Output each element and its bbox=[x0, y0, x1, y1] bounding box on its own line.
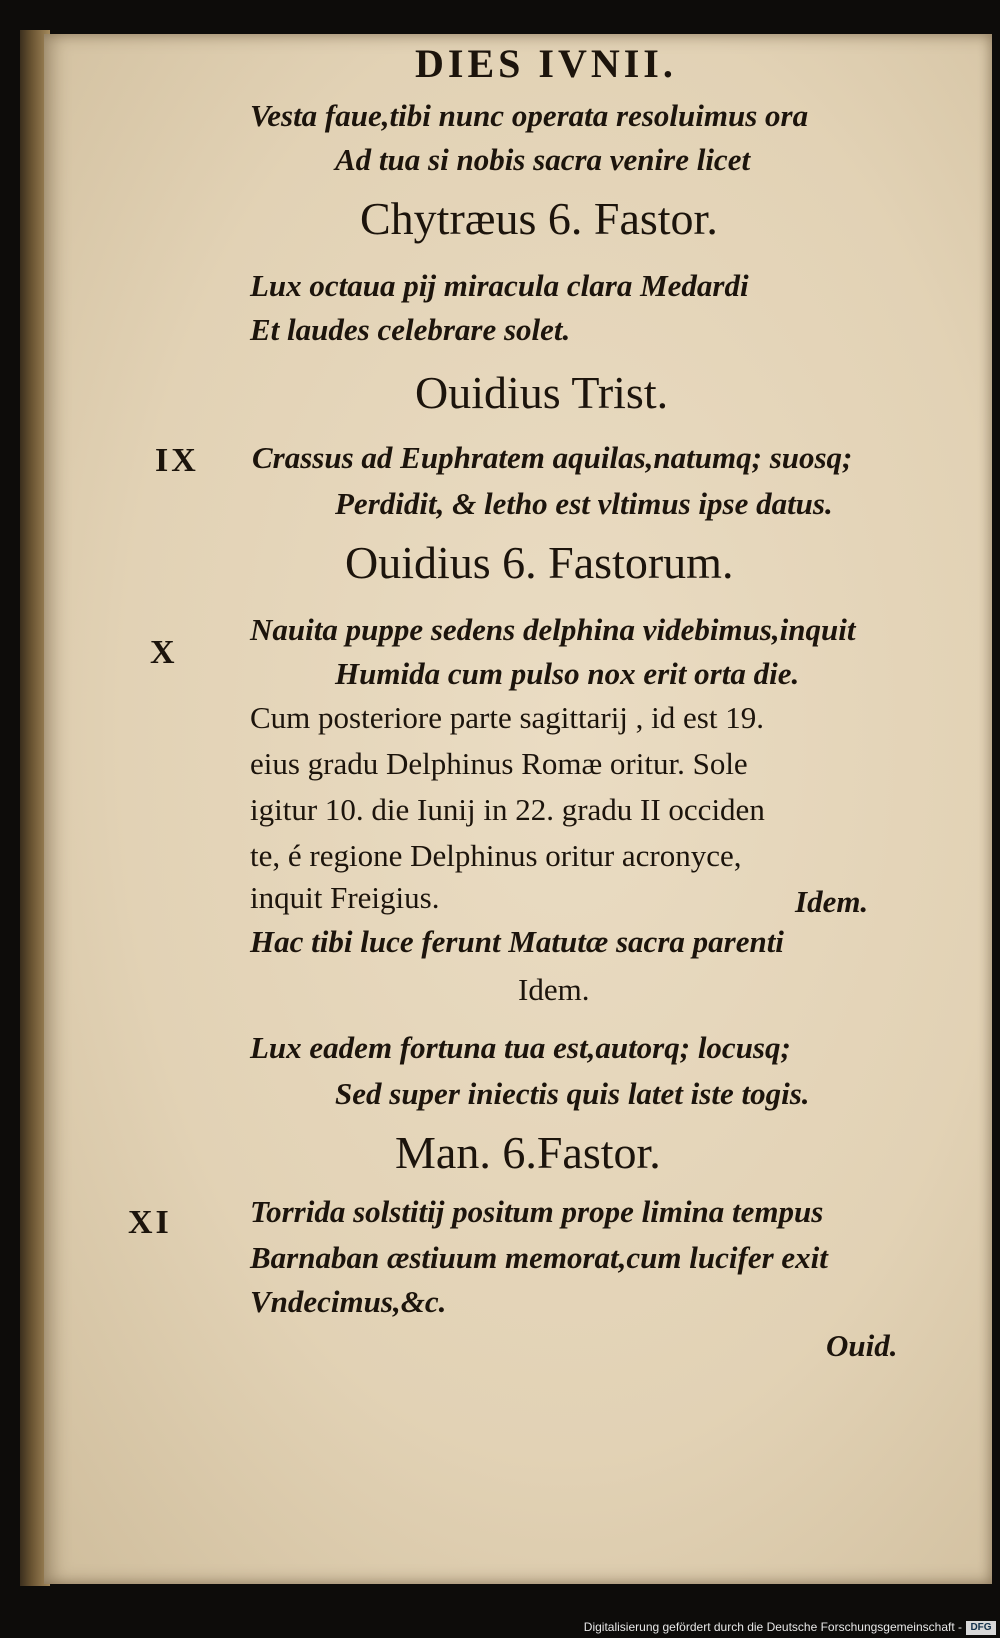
verse-line: Vndecimus,&c. bbox=[250, 1284, 447, 1319]
section-heading: Chytræus 6. Fastor. bbox=[360, 193, 718, 244]
verse-line: Lux eadem fortuna tua est,autorq; locusq; bbox=[250, 1030, 791, 1065]
prose-line: Cum posteriore parte sagittarij , id est 19. bbox=[250, 700, 764, 735]
verse-line: Sed super iniectis quis latet iste togis. bbox=[335, 1076, 810, 1111]
section-heading: Ouidius 6. Fastorum. bbox=[345, 537, 734, 588]
verse-line: Torrida solstitij positum prope limina tempus bbox=[250, 1194, 824, 1229]
margin-day-number: X bbox=[150, 634, 178, 671]
verse-line: Perdidit, & letho est vltimus ipse datus. bbox=[335, 486, 833, 521]
margin-day-number: IX bbox=[155, 442, 199, 479]
margin-day-number: XI bbox=[128, 1204, 172, 1241]
digitization-credit: Digitalisierung gefördert durch die Deutsche Forschungsgemeinschaft - bbox=[583, 1620, 962, 1634]
verse-line: Et laudes celebrare solet. bbox=[250, 312, 571, 347]
verse-line: Vesta faue,tibi nunc operata resoluimus ora bbox=[250, 98, 809, 133]
section-heading: Man. 6.Fastor. bbox=[395, 1127, 661, 1178]
verse-line: Barnaban æstiuum memorat,cum lucifer exit bbox=[250, 1240, 828, 1275]
verse-line: Ad tua si nobis sacra venire licet bbox=[335, 142, 751, 177]
dfg-logo-icon: DFG bbox=[966, 1621, 996, 1635]
verse-line: Lux octaua pij miracula clara Medardi bbox=[250, 268, 749, 303]
prose-line: eius gradu Delphinus Romæ oritur. Sole bbox=[250, 746, 748, 781]
catchword: Ouid. bbox=[826, 1328, 898, 1363]
prose-line: igitur 10. die Iunij in 22. gradu II occiden bbox=[250, 792, 765, 827]
verse-line: Hac tibi luce ferunt Matutæ sacra parenti bbox=[250, 924, 784, 959]
section-heading: Idem. bbox=[518, 972, 590, 1007]
verse-line: Nauita puppe sedens delphina videbimus,inquit bbox=[250, 612, 856, 647]
page-header: DIES IVNII. bbox=[415, 41, 677, 86]
section-heading: Ouidius Trist. bbox=[415, 367, 669, 418]
prose-line: te, é regione Delphinus oritur acronyce, bbox=[250, 838, 742, 873]
verse-line: Humida cum pulso nox erit orta die. bbox=[335, 656, 800, 691]
prose-line: inquit Freigius. bbox=[250, 880, 440, 915]
attribution: Idem. bbox=[795, 884, 869, 919]
verse-line: Crassus ad Euphratem aquilas,natumq; suosq; bbox=[252, 440, 853, 475]
